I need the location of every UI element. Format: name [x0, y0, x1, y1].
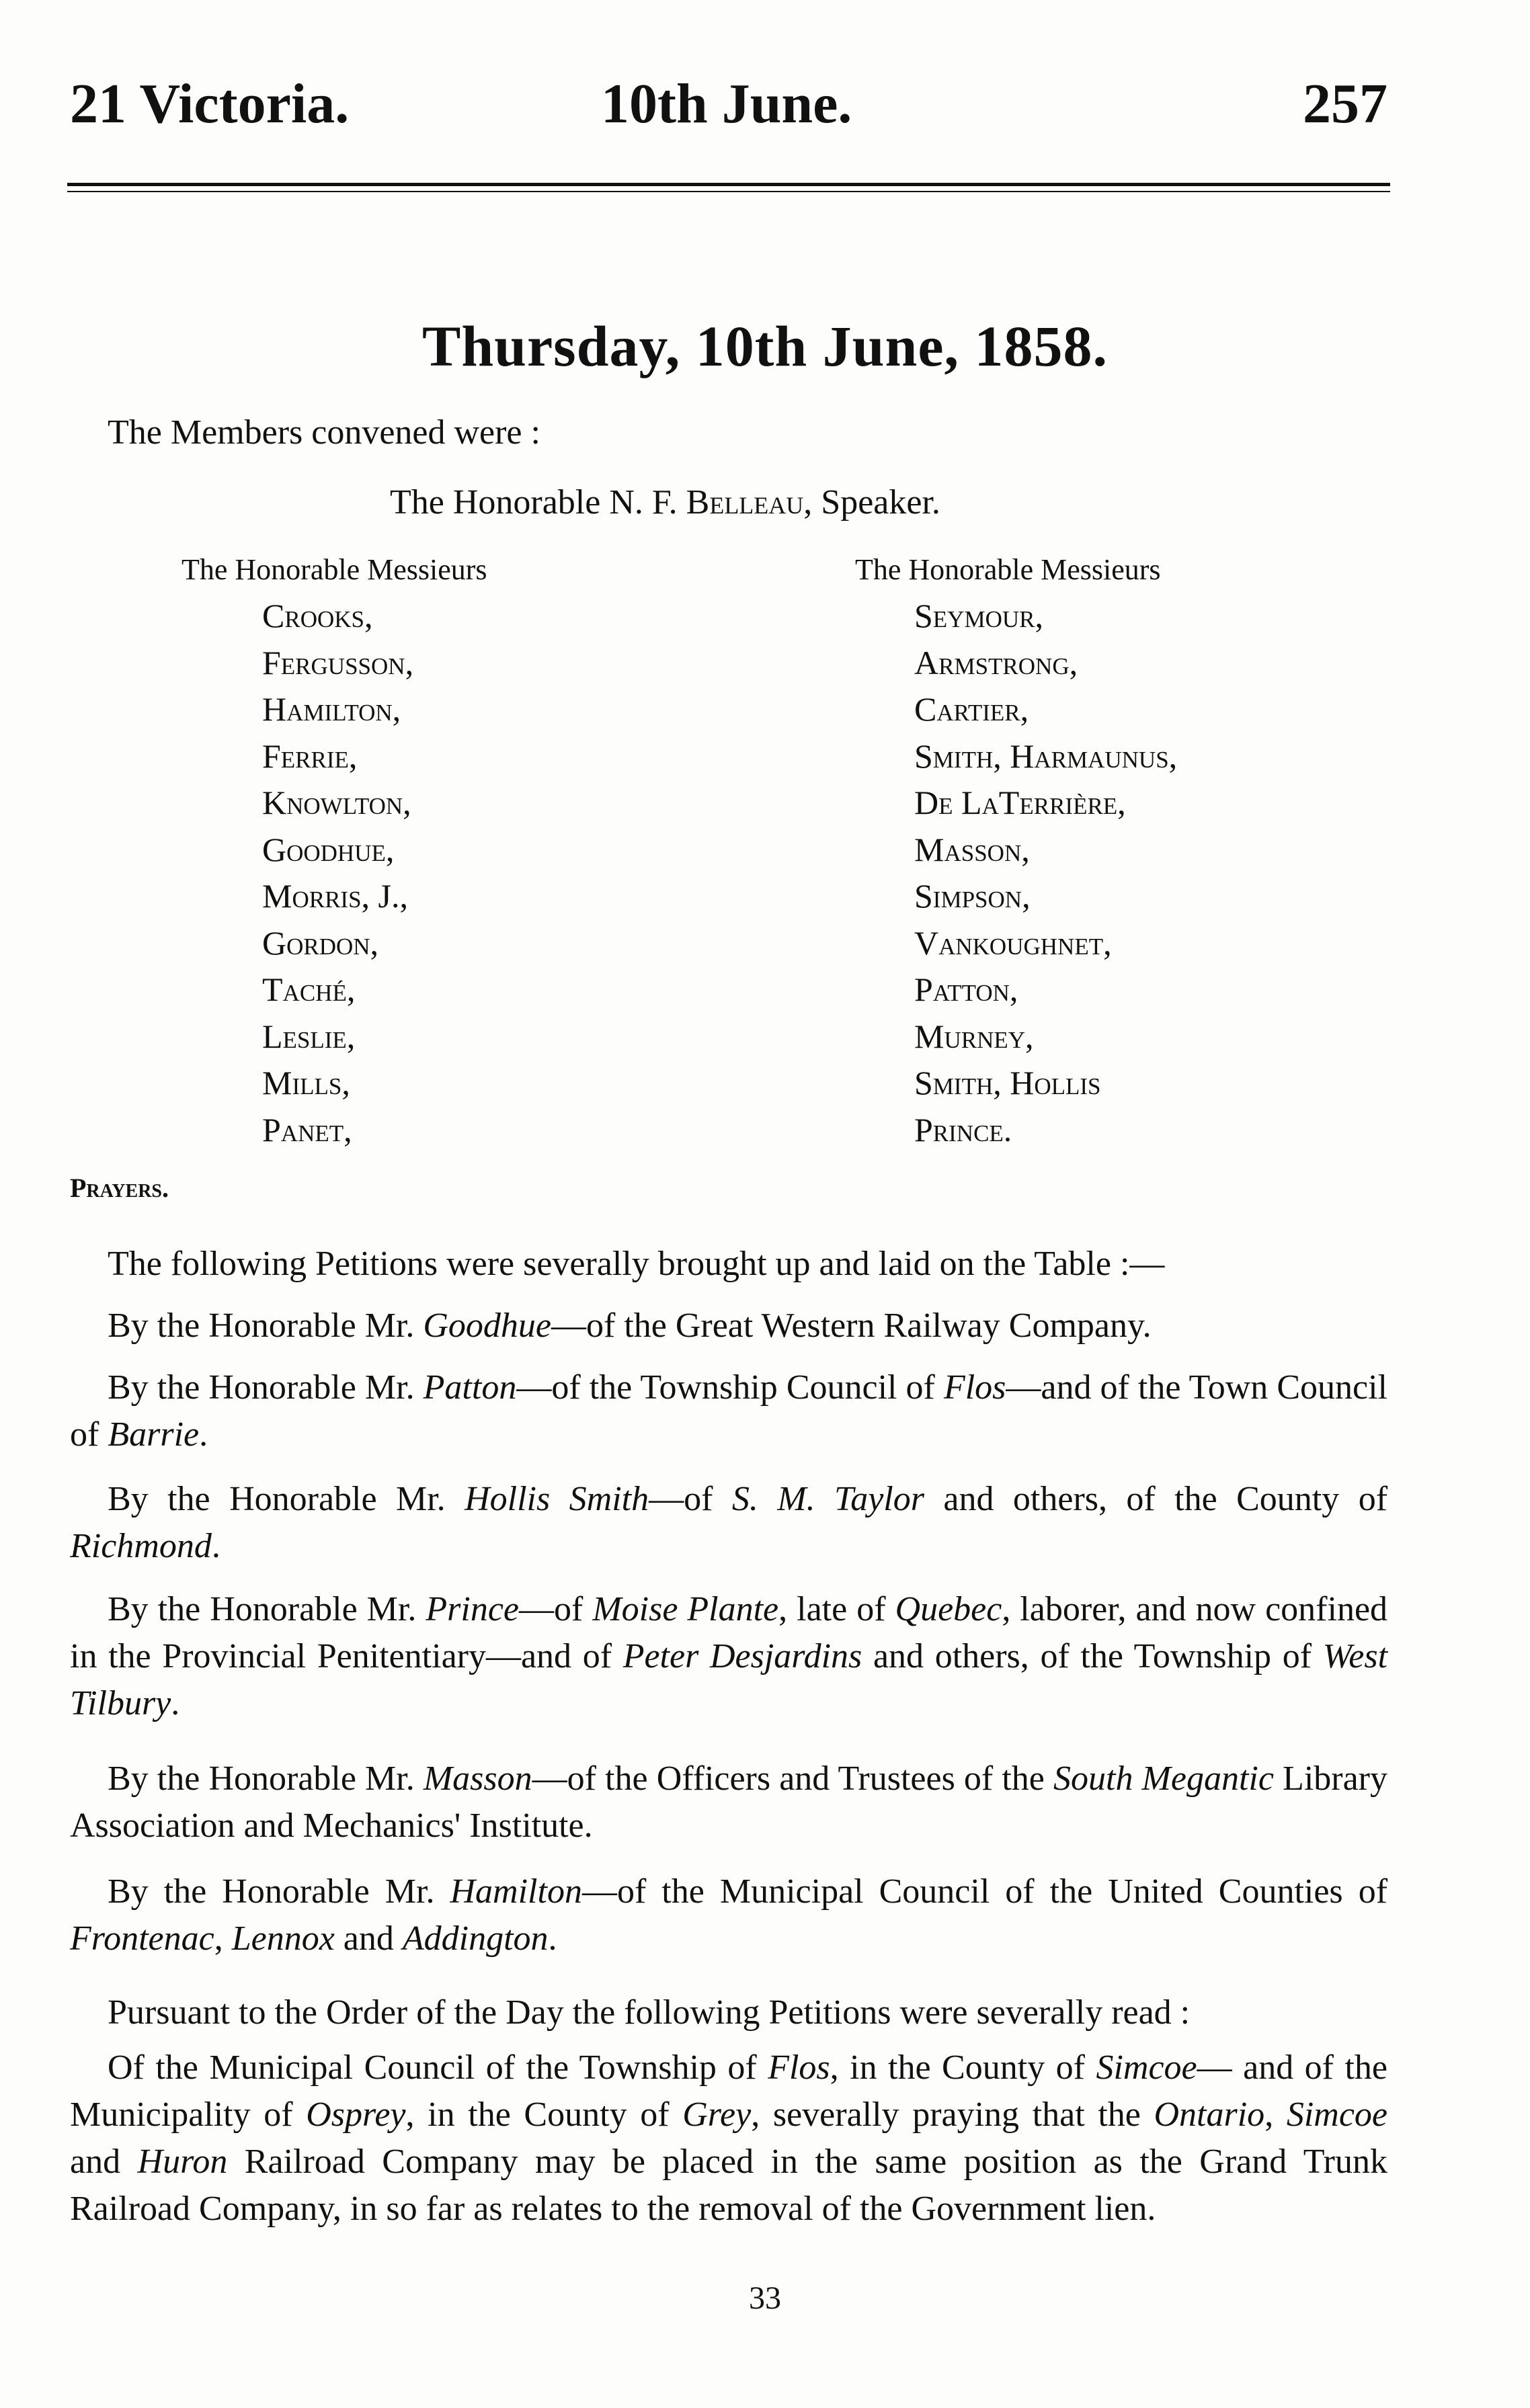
petition-goodhue	[70, 1302, 1387, 1350]
member-name: Panet,	[262, 1110, 352, 1149]
petition-text: —of the Officers and Trustees of the	[532, 1759, 1053, 1798]
member-name: Cartier,	[914, 690, 1029, 728]
petition-text: , in the County of	[405, 2095, 683, 2134]
member-name: Mills,	[262, 1064, 350, 1102]
speaker-line	[390, 481, 940, 524]
petition-prefix: By the Honorable Mr.	[108, 1480, 465, 1518]
right-column-heading: The Honorable Messieurs	[855, 553, 1161, 586]
petition-text: .	[199, 1415, 208, 1454]
petition-text: , laborer, and now confined in the Provincial Penitentiary—and of	[70, 1590, 1388, 1675]
petition-place: Osprey	[306, 2095, 406, 2134]
speaker-name: Belleau	[686, 483, 804, 522]
petition-person: Moise Plante	[592, 1590, 779, 1628]
petition-text: .	[548, 1919, 557, 1958]
order-of-day: Pursuant to the Order of the Day the following Petitions were severally read :	[108, 1993, 1191, 2032]
petition-prefix: By the Honorable Mr.	[108, 1368, 424, 1407]
petition-member: Masson	[423, 1759, 532, 1798]
petition-hollis-smith	[70, 1476, 1387, 1570]
petition-text: and	[70, 2143, 138, 2181]
petition-text: —of the Great Western Railway Company.	[551, 1306, 1152, 1345]
petition-place: South Megantic	[1053, 1759, 1274, 1798]
petition-hamilton	[70, 1868, 1387, 1962]
member-name: Taché,	[262, 970, 356, 1008]
prayers-heading: Prayers.	[70, 1173, 169, 1203]
speaker-suffix: , Speaker.	[803, 483, 940, 522]
petition-prefix: By the Honorable Mr.	[108, 1872, 450, 1911]
petition-place: Flos	[768, 2048, 830, 2087]
petition-text: — and of the Municipality of	[70, 2048, 1387, 2134]
petition-prefix: By the Honorable Mr.	[108, 1759, 424, 1798]
petition-place: Lennox	[231, 1919, 335, 1958]
petition-text: —and of the Town Council of	[70, 1368, 1388, 1454]
right-member-list	[914, 593, 1177, 1153]
member-name: Simpson,	[914, 877, 1031, 915]
petition-text: Of the Municipal Council of the Township of	[108, 2048, 768, 2087]
member-name: Armstrong,	[914, 643, 1078, 681]
petition-text: ,	[1264, 2095, 1287, 2134]
petition-text: —of the Township Council of	[516, 1368, 944, 1407]
petition-place: Frontenac	[70, 1919, 214, 1958]
running-header	[70, 67, 1387, 141]
header-regnal-year: 21 Victoria.	[70, 73, 350, 135]
left-column-heading: The Honorable Messieurs	[182, 553, 487, 586]
member-name: Knowlton,	[262, 784, 411, 821]
member-name: Ferrie,	[262, 737, 358, 775]
petition-place: West Tilbury	[70, 1637, 1388, 1722]
petition-text: .	[211, 1527, 220, 1565]
petition-member: Goodhue	[423, 1306, 552, 1345]
petition-text: and others, of the Township of	[862, 1637, 1323, 1675]
petition-place: Richmond	[70, 1527, 212, 1565]
petition-text: and others, of the County of	[924, 1480, 1388, 1518]
petition-patton	[70, 1364, 1387, 1458]
petition-prefix: By the Honorable Mr.	[108, 1306, 424, 1345]
header-date: 10th June.	[601, 73, 852, 135]
petition-text: ,	[214, 1919, 232, 1958]
petition-text: Library Association and Mechanics' Institute.	[70, 1759, 1387, 1845]
petition-text: Railroad Company may be placed in the same position as the Grand Trunk Railroad Company, in so far as relates to the removal of the Government lien.	[70, 2143, 1387, 2228]
member-name: Murney,	[914, 1017, 1034, 1055]
members-intro: The Members convened were :	[108, 413, 540, 452]
petition-place: Simcoe	[1286, 2095, 1388, 2134]
petition-prince	[70, 1586, 1387, 1727]
petition-member: Patton	[423, 1368, 517, 1407]
petition-member: Prince	[426, 1590, 519, 1628]
petition-text: —of the Municipal Council of the United Counties of	[581, 1872, 1388, 1911]
read-petition	[70, 2044, 1387, 2233]
member-name: Hamilton,	[262, 690, 401, 728]
session-date-title: Thursday, 10th June, 1858.	[421, 314, 1109, 378]
petition-place: Ontario	[1154, 2095, 1265, 2134]
petition-text: and	[334, 1919, 403, 1958]
petition-person: Peter Desjardins	[622, 1637, 862, 1675]
left-member-list	[262, 593, 413, 1153]
header-page-number: 257	[1303, 73, 1387, 135]
member-name: Masson,	[914, 830, 1030, 868]
member-name: Prince.	[914, 1110, 1012, 1149]
member-name: Fergusson,	[262, 643, 414, 681]
petition-place: Barrie	[108, 1415, 200, 1454]
member-name: Gordon,	[262, 923, 379, 962]
petition-place: Simcoe	[1096, 2048, 1197, 2087]
petition-member: Hamilton	[450, 1872, 582, 1911]
member-name: De LaTerrière,	[914, 784, 1126, 821]
member-name: Morris, J.,	[262, 877, 409, 915]
member-name: Patton,	[914, 970, 1018, 1008]
member-name: Smith, Harmaunus,	[914, 737, 1178, 775]
member-name: Smith, Hollis	[914, 1064, 1101, 1102]
petition-text: , in the County of	[830, 2048, 1096, 2087]
petitions-intro: The following Petitions were severally brought up and laid on the Table :—	[108, 1245, 1165, 1283]
petition-text: .	[171, 1684, 180, 1722]
petition-text: —of	[649, 1480, 732, 1518]
member-name: Leslie,	[262, 1017, 356, 1055]
petition-prefix: By the Honorable Mr.	[108, 1590, 426, 1628]
petition-text: , late of	[778, 1590, 895, 1628]
member-name: Goodhue,	[262, 830, 395, 868]
petition-place: Flos	[943, 1368, 1006, 1407]
petition-place: Quebec	[895, 1590, 1002, 1628]
petition-masson	[70, 1755, 1387, 1850]
header-rule-thick	[67, 183, 1390, 186]
petition-text: , severally praying that the	[751, 2095, 1154, 2134]
petition-place: Addington	[402, 1919, 549, 1958]
petition-person: S. M. Taylor	[731, 1480, 924, 1518]
petition-member: Hollis Smith	[465, 1480, 649, 1518]
speaker-prefix: The Honorable N. F.	[390, 483, 678, 522]
member-name: Seymour,	[914, 597, 1043, 634]
petition-place: Grey	[682, 2095, 752, 2134]
header-rule-thin	[67, 191, 1390, 192]
petition-place: Huron	[137, 2143, 228, 2181]
member-name: Vankoughnet,	[914, 923, 1112, 962]
petition-text: —of	[518, 1590, 593, 1628]
folio-number: 33	[749, 2280, 781, 2316]
member-name: Crooks,	[262, 597, 373, 634]
